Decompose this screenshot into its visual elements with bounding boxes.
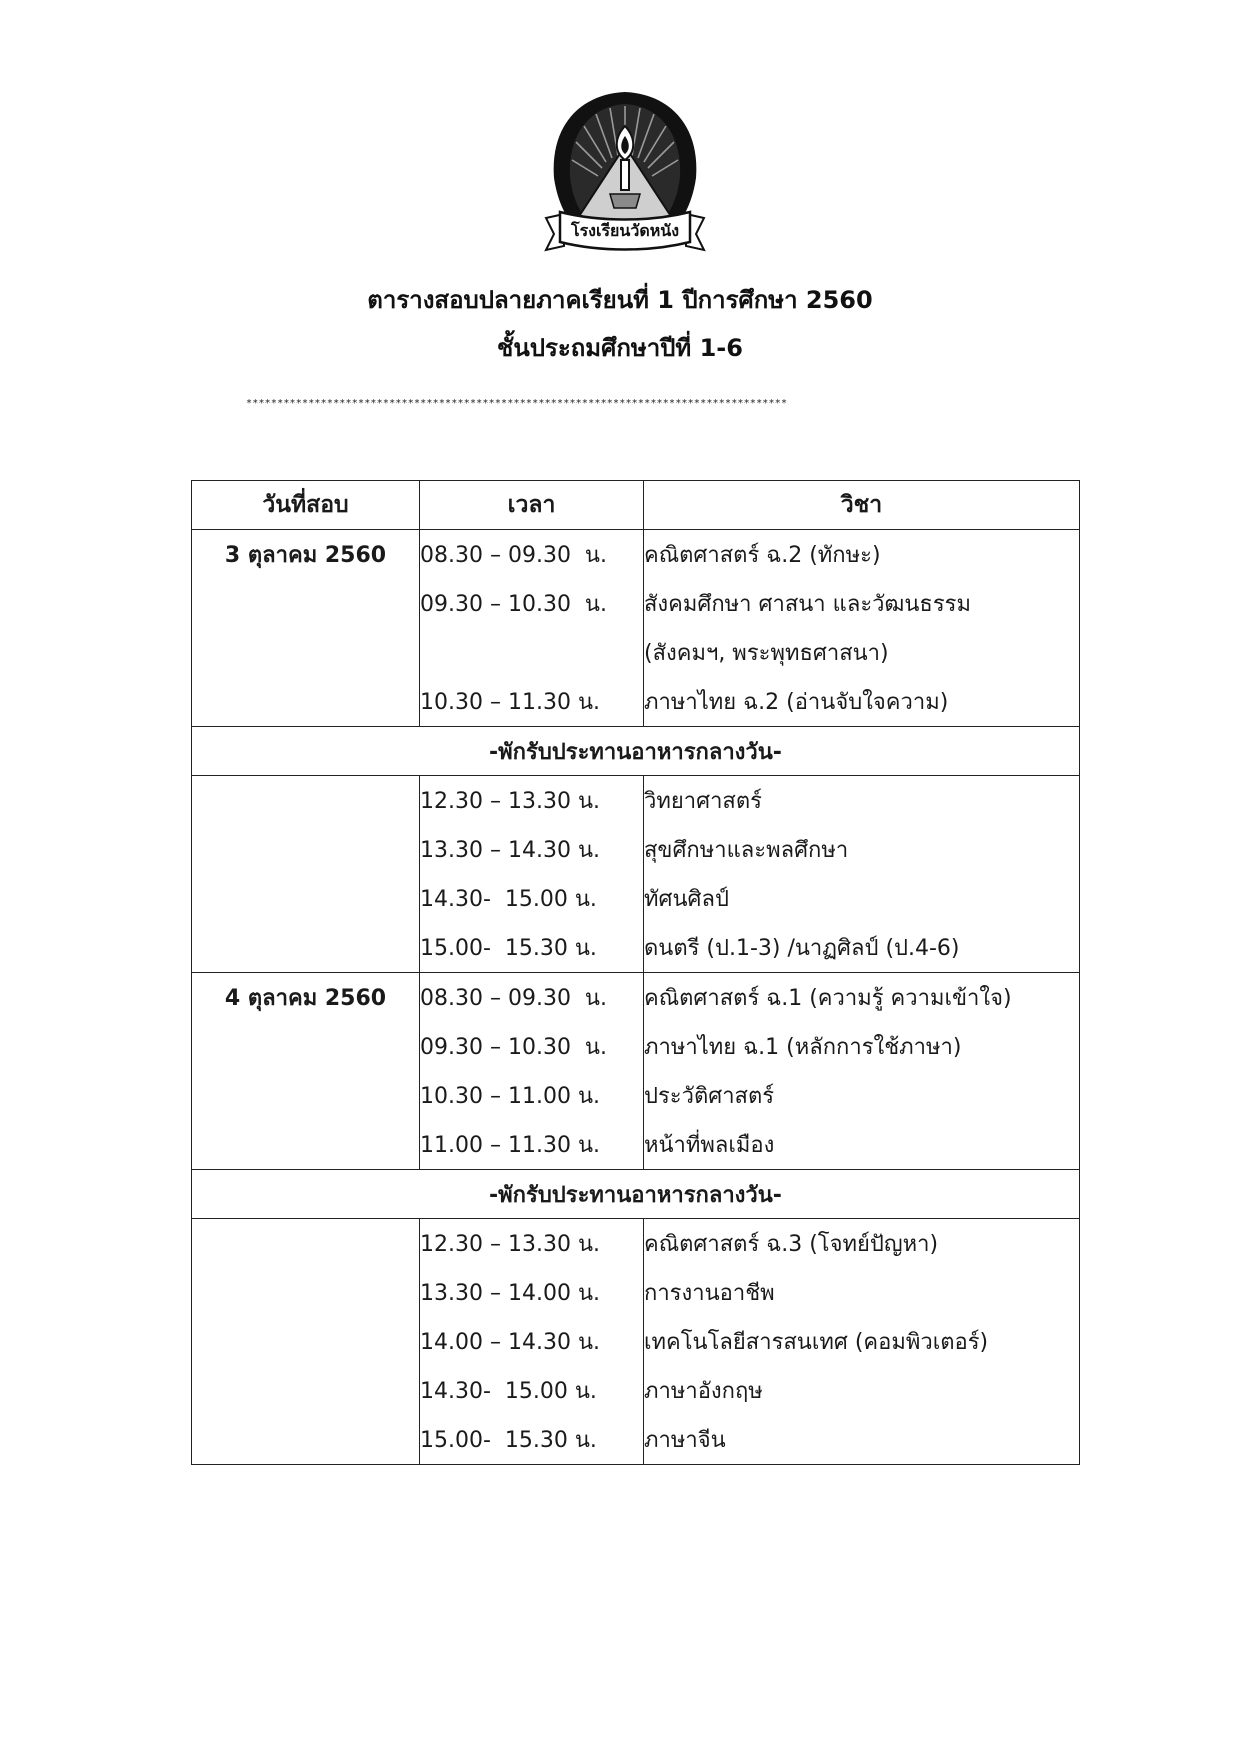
exam-schedule-table: [191, 480, 1080, 1465]
table-row: [192, 825, 1080, 874]
exam-subject: คณิตศาสตร์ ฉ.2 (ทักษะ): [644, 530, 1080, 580]
school-logo: [540, 86, 710, 258]
table-row: [192, 874, 1080, 923]
exam-subject: คณิตศาสตร์ ฉ.3 (โจทย์ปัญหา): [644, 1219, 1080, 1269]
header-subject: วิชา: [644, 481, 1080, 530]
exam-subject: การงานอาชีพ: [644, 1268, 1080, 1317]
exam-date: 3 ตุลาคม 2560: [192, 530, 420, 580]
table-row: [192, 973, 1080, 1023]
table-row: [192, 1268, 1080, 1317]
exam-time: [420, 628, 644, 677]
table-row: [192, 923, 1080, 973]
exam-time: 08.30 – 09.30 น.: [420, 530, 644, 580]
lunch-break-row: [192, 1170, 1080, 1219]
exam-date: [192, 923, 420, 973]
exam-subject: วิทยาศาสตร์: [644, 776, 1080, 826]
divider-stars: ***************************************************************************************: [246, 398, 788, 409]
table-row: [192, 1120, 1080, 1170]
logo-text: โรงเรียนวัดหนัง: [570, 221, 680, 240]
exam-time: 13.30 – 14.30 น.: [420, 825, 644, 874]
exam-date: [192, 825, 420, 874]
exam-date: [192, 579, 420, 628]
exam-time: 11.00 – 11.30 น.: [420, 1120, 644, 1170]
table-header-row: [192, 481, 1080, 530]
exam-time: 14.00 – 14.30 น.: [420, 1317, 644, 1366]
exam-time: 13.30 – 14.00 น.: [420, 1268, 644, 1317]
exam-time: 10.30 – 11.00 น.: [420, 1071, 644, 1120]
page-title: ตารางสอบปลายภาคเรียนที่ 1 ปีการศึกษา 2560: [367, 286, 873, 314]
exam-date: [192, 1317, 420, 1366]
exam-date: [192, 1268, 420, 1317]
exam-subject: ภาษาอังกฤษ: [644, 1366, 1080, 1415]
exam-time: 12.30 – 13.30 น.: [420, 1219, 644, 1269]
table-row: [192, 677, 1080, 727]
exam-date: [192, 677, 420, 727]
table-row: [192, 1022, 1080, 1071]
table-row: [192, 1219, 1080, 1269]
exam-subject: ทัศนศิลป์: [644, 874, 1080, 923]
exam-subject: เทคโนโลยีสารสนเทศ (คอมพิวเตอร์): [644, 1317, 1080, 1366]
lunch-break-label: -พักรับประทานอาหารกลางวัน-: [192, 1170, 1080, 1219]
exam-date: [192, 1071, 420, 1120]
table-row: [192, 1415, 1080, 1465]
exam-time: 14.30- 15.00 น.: [420, 1366, 644, 1415]
exam-date: [192, 1366, 420, 1415]
exam-time: 10.30 – 11.30 น.: [420, 677, 644, 727]
exam-subject: ประวัติศาสตร์: [644, 1071, 1080, 1120]
exam-date: [192, 628, 420, 677]
exam-date: [192, 874, 420, 923]
exam-time: 15.00- 15.30 น.: [420, 923, 644, 973]
table-row: [192, 530, 1080, 580]
page-subtitle: ชั้นประถมศึกษาปีที่ 1-6: [497, 334, 743, 362]
exam-subject: ภาษาไทย ฉ.2 (อ่านจับใจความ): [644, 677, 1080, 727]
exam-date: [192, 776, 420, 826]
exam-subject: สังคมศึกษา ศาสนา และวัฒนธรรม: [644, 579, 1080, 628]
exam-time: 09.30 – 10.30 น.: [420, 1022, 644, 1071]
exam-time: 08.30 – 09.30 น.: [420, 973, 644, 1023]
exam-time: 14.30- 15.00 น.: [420, 874, 644, 923]
exam-time: 09.30 – 10.30 น.: [420, 579, 644, 628]
exam-subject: ดนตรี (ป.1-3) /นาฏศิลป์ (ป.4-6): [644, 923, 1080, 973]
exam-subject: คณิตศาสตร์ ฉ.1 (ความรู้ ความเข้าใจ): [644, 973, 1080, 1023]
exam-date: [192, 1022, 420, 1071]
exam-subject: ภาษาไทย ฉ.1 (หลักการใช้ภาษา): [644, 1022, 1080, 1071]
exam-date: [192, 1219, 420, 1269]
table-row: [192, 1317, 1080, 1366]
table-row: [192, 776, 1080, 826]
exam-date: [192, 1120, 420, 1170]
table-row: [192, 628, 1080, 677]
exam-time: 12.30 – 13.30 น.: [420, 776, 644, 826]
exam-subject: ภาษาจีน: [644, 1415, 1080, 1465]
table-row: [192, 579, 1080, 628]
lunch-break-label: -พักรับประทานอาหารกลางวัน-: [192, 727, 1080, 776]
header-date: วันที่สอบ: [192, 481, 420, 530]
exam-date: 4 ตุลาคม 2560: [192, 973, 420, 1023]
exam-time: 15.00- 15.30 น.: [420, 1415, 644, 1465]
exam-date: [192, 1415, 420, 1465]
header-time: เวลา: [420, 481, 644, 530]
exam-subject: สุขศึกษาและพลศึกษา: [644, 825, 1080, 874]
table-row: [192, 1366, 1080, 1415]
exam-subject: หน้าที่พลเมือง: [644, 1120, 1080, 1170]
exam-subject: (สังคมฯ, พระพุทธศาสนา): [644, 628, 1080, 677]
table-row: [192, 1071, 1080, 1120]
lunch-break-row: [192, 727, 1080, 776]
